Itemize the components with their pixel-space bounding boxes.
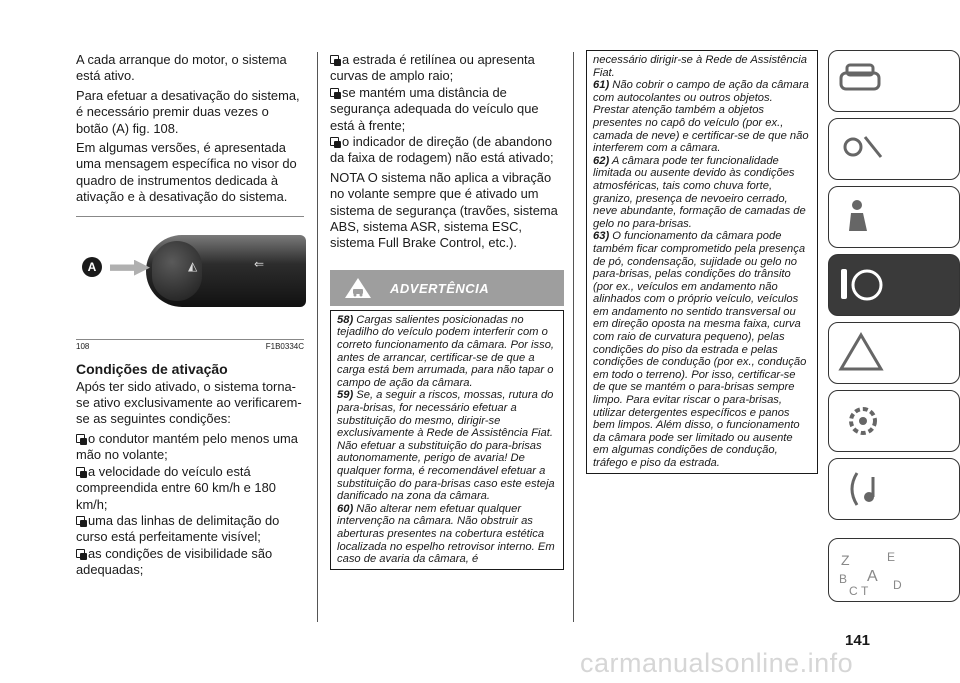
- bullet-icon: [76, 467, 85, 476]
- list-item: se mantém uma distância de segurança adequada do veículo que está à frente;: [330, 84, 539, 133]
- bullet-icon: [330, 137, 339, 146]
- bullet-icon: [76, 516, 85, 525]
- warning-item: 62) A câmara pode ter funcionalidade limitada ou ausente devido às condições atmosféricas, tais como chuva forte, granizo, presença de nevoeiro cerrado, neve abundante, formação de camadas de gelo no para-brisas.: [593, 154, 806, 230]
- figure-108: [76, 216, 304, 340]
- warning-item: 58) Cargas salientes posicionadas no tejadilho do veículo podem interferir com o correto funcionamento da câmara. Por isso, antes de arrancar, certificar-se de que a carga está bem arrumada, para não tapar o campo de ação da câmara.: [337, 313, 555, 389]
- svg-text:A: A: [867, 568, 878, 585]
- bullet-icon: [330, 88, 339, 97]
- list-item: as condições de visibilidade são adequadas;: [76, 545, 273, 578]
- tab-multimedia[interactable]: [828, 458, 960, 520]
- paragraph: A cada arranque do motor, o sistema está ativo.: [76, 52, 287, 84]
- warning-continuation: necessário dirigir-se à Rede de Assistência Fiat.: [593, 54, 807, 79]
- lights-warning-icon: [837, 127, 887, 171]
- list-item: a estrada é retilínea ou apresenta curvas de amplo raio;: [330, 52, 535, 84]
- warning-item: 63) O funcionamento da câmara pode também ficar comprometido pela presença de pó, condensação, sujidade ou gelo no para-brisas, pelas condições do trânsito (por ex., veículos em andamento não alinhados com o próprio veículo, veículos em andamento no sentido transversal ou em direção oposta na mesma faixa, curva com raio de curvatura pequeno), pelas condições do piso da estrada e pelas condições de condução (por ex., condução em todo o terreno). Por isso, certificar-se de que se mantém o para-brisas sempre limpo. Para evitar riscar o para-brisas, utilizar detergentes específicos e panos bem limpos. Além disso, o funcionamento da câmara pode ser limitado ou ausente em algumas condições de condução, tráfego e piso da estrada.: [593, 230, 807, 469]
- car-dashboard-icon: [837, 59, 887, 103]
- tab-lights-warning[interactable]: [828, 118, 960, 180]
- figure-code: F1B0334C: [265, 341, 304, 351]
- lane-assist-icon: ◭: [188, 258, 198, 273]
- section-heading: Condições de ativação: [76, 360, 228, 377]
- bullet-icon: [330, 55, 339, 64]
- svg-text:B: B: [839, 572, 848, 586]
- warning-item: 61) Não cobrir o campo de ação da câmara com autocolantes ou outros objetos. Prestar atenção também a objetos presentes no capô do veículo (por ex., camada de neve) e certificar-se de que não interferem com a câmara.: [593, 79, 809, 155]
- tab-warning-car[interactable]: [828, 322, 960, 384]
- list-item: o indicador de direção (de abandono da faixa de rodagem) não está ativado;: [330, 134, 554, 166]
- list-item: uma das linhas de delimitação do curso está perfeitamente visível;: [76, 512, 280, 545]
- note-text: NOTA O sistema não aplica a vibração no volante sempre que é ativado um sistema de segurança (travões, sistema ABS, sistema ASR, sistema ESC, sistema Full Brake Control, etc.).: [330, 169, 558, 251]
- list-item: o condutor mantém pelo menos uma mão no volante;: [76, 430, 298, 463]
- seat-airbag-icon: [837, 195, 887, 239]
- watermark: carmanualsonline.info: [580, 648, 854, 678]
- figure-caption: [76, 342, 304, 351]
- paragraph: Em algumas versões, é apresentada uma mensagem específica no visor do quadro de instrumentos dedicada à ativação e à desativação do sistema.: [76, 140, 297, 205]
- tab-seat-airbag[interactable]: [828, 186, 960, 248]
- bullet-icon: [76, 434, 85, 443]
- pointer-arrow: [110, 260, 150, 276]
- figure-number: 108: [76, 341, 90, 351]
- column-divider: [573, 52, 574, 622]
- tab-car-dashboard[interactable]: [828, 50, 960, 112]
- svg-text:E: E: [887, 550, 896, 564]
- svg-text:D: D: [893, 578, 902, 592]
- warning-title: ADVERTÊNCIA: [390, 280, 490, 296]
- warning-triangle-car-icon: [837, 331, 887, 375]
- tab-tools-maintenance[interactable]: [828, 390, 960, 452]
- tab-key-steering[interactable]: [828, 254, 960, 316]
- warning-box: [330, 310, 564, 570]
- car-distance-icon: ⇐: [254, 256, 265, 271]
- multimedia-icon: [837, 467, 887, 511]
- column-divider: [317, 52, 318, 622]
- paragraph: Para efetuar a desativação do sistema, é necessário premir duas vezes o botão (A) fig. 108.: [76, 87, 300, 136]
- intro-text: Após ter sido ativado, o sistema torna-se ativo exclusivamente ao verificarem-se as seguintes condições:: [76, 378, 302, 427]
- warning-header: [330, 270, 564, 306]
- warning-box-continued: [586, 50, 818, 474]
- warning-car-icon: [344, 276, 372, 300]
- column-1: [76, 52, 304, 579]
- svg-text:T: T: [861, 584, 869, 595]
- index-letters-icon: [837, 547, 921, 595]
- key-steering-wheel-icon: [837, 263, 887, 307]
- warning-item: 60) Não alterar nem efetuar qualquer intervenção na câmara. Não obstruir as aberturas presentes na cobertura estética localizada no espelho retrovisor interno. Em caso de avaria da câmara, é: [337, 502, 555, 566]
- tab-index[interactable]: [828, 538, 960, 602]
- figure-marker-a: A: [82, 257, 102, 277]
- column-3: [586, 52, 818, 474]
- svg-text:C: C: [849, 584, 858, 595]
- warning-item: 59) Se, a seguir a riscos, mossas, rutura do para-brisas, for necessário efetuar a substituição do mesmo, dirigir-se exclusivamente à Rede de Assistência Fiat. Não efetuar a substituição do para-brisas autonomamente, perigo de avaria! De qualquer forma, é recomendável efetuar a substituição do para-brisas caso este esteja danificado na zona da câmara.: [337, 389, 555, 503]
- bullet-icon: [76, 549, 85, 558]
- svg-text:Z: Z: [841, 552, 850, 568]
- column-2: [330, 52, 564, 570]
- tools-maintenance-icon: [837, 399, 887, 443]
- page-number: 141: [845, 632, 871, 649]
- list-item: a velocidade do veículo está compreendida entre 60 km/h e 180 km/h;: [76, 463, 276, 512]
